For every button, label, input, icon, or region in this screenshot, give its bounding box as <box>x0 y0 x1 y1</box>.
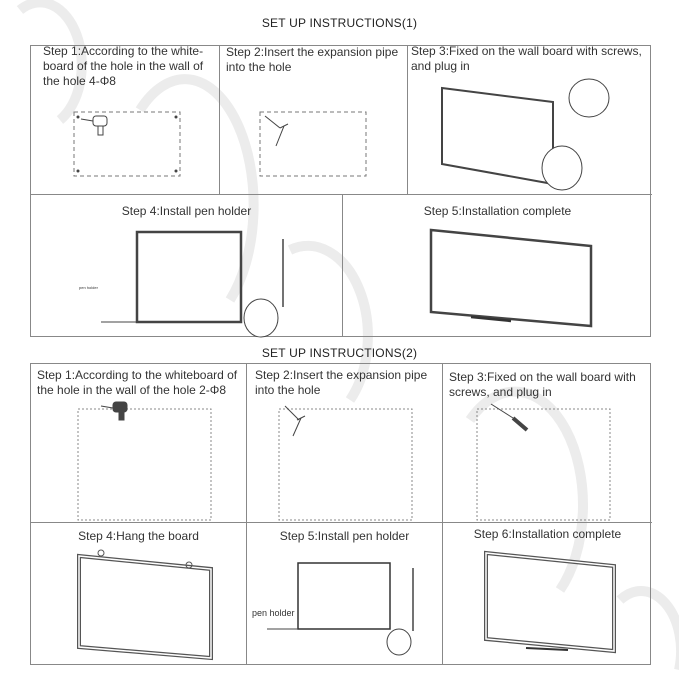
s2-step5-label: Step 5:Install pen holder <box>279 529 410 543</box>
s2-step2-label: Step 2:Insert the expansion pipe into the hole <box>255 368 428 397</box>
s1-step3-label: Step 3:Fixed on the wall board with screws, and plug in <box>411 44 642 73</box>
s1-step2-label: Step 2:Insert the expansion pipe into the hole <box>226 45 399 74</box>
s2-step6-cell <box>442 522 652 665</box>
s1-step1-cell <box>31 46 219 194</box>
pen-holder-annotation: pen holder <box>79 285 98 290</box>
pen-tray <box>526 648 568 650</box>
s2-step2-cell <box>246 364 442 522</box>
drill-icon <box>81 116 107 135</box>
s1-step3-cell <box>407 46 652 194</box>
s2-step1-label: Step 1:According to the whiteboard of the hole in the wall of the hole 2-Φ8 <box>37 368 238 397</box>
hammer-icon <box>265 116 288 146</box>
section1-table <box>30 45 651 337</box>
screwdriver-icon <box>491 404 527 430</box>
installed-board-diagram <box>443 523 653 666</box>
s2-step1-cell <box>31 364 246 522</box>
s2-step3-cell <box>442 364 652 522</box>
s2-step6-label: Step 6:Installation complete <box>473 527 622 541</box>
pen-holder-annotation: pen holder <box>252 608 295 618</box>
detail-zoom-circle <box>569 79 609 117</box>
s2-step3-label: Step 3:Fixed on the wall board with screws, and plug in <box>449 370 636 399</box>
section2-table <box>30 363 651 665</box>
s2-step4-label: Step 4:Hang the board <box>78 529 199 543</box>
detail-zoom-circle <box>542 146 582 190</box>
drill-icon <box>101 402 127 420</box>
s2-step4-cell <box>31 522 246 665</box>
hammer-icon <box>285 406 305 436</box>
s2-step5-cell <box>246 522 442 665</box>
s1-step5-cell <box>342 194 652 337</box>
s1-step2-cell <box>219 46 407 194</box>
section1-title: SET UP INSTRUCTIONS(1) <box>261 16 418 30</box>
pen-holder-diagram <box>247 523 443 666</box>
s1-step5-label: Step 5:Installation complete <box>423 204 572 218</box>
hang-board-diagram <box>31 523 246 666</box>
s1-step4-label: Step 4:Install pen holder <box>121 204 252 218</box>
s1-step1-label: Step 1:According to the white-board of the hole in the wall of the hole 4-Φ8 <box>43 44 204 88</box>
section2-title: SET UP INSTRUCTIONS(2) <box>261 346 418 360</box>
s1-step4-cell <box>31 194 342 337</box>
